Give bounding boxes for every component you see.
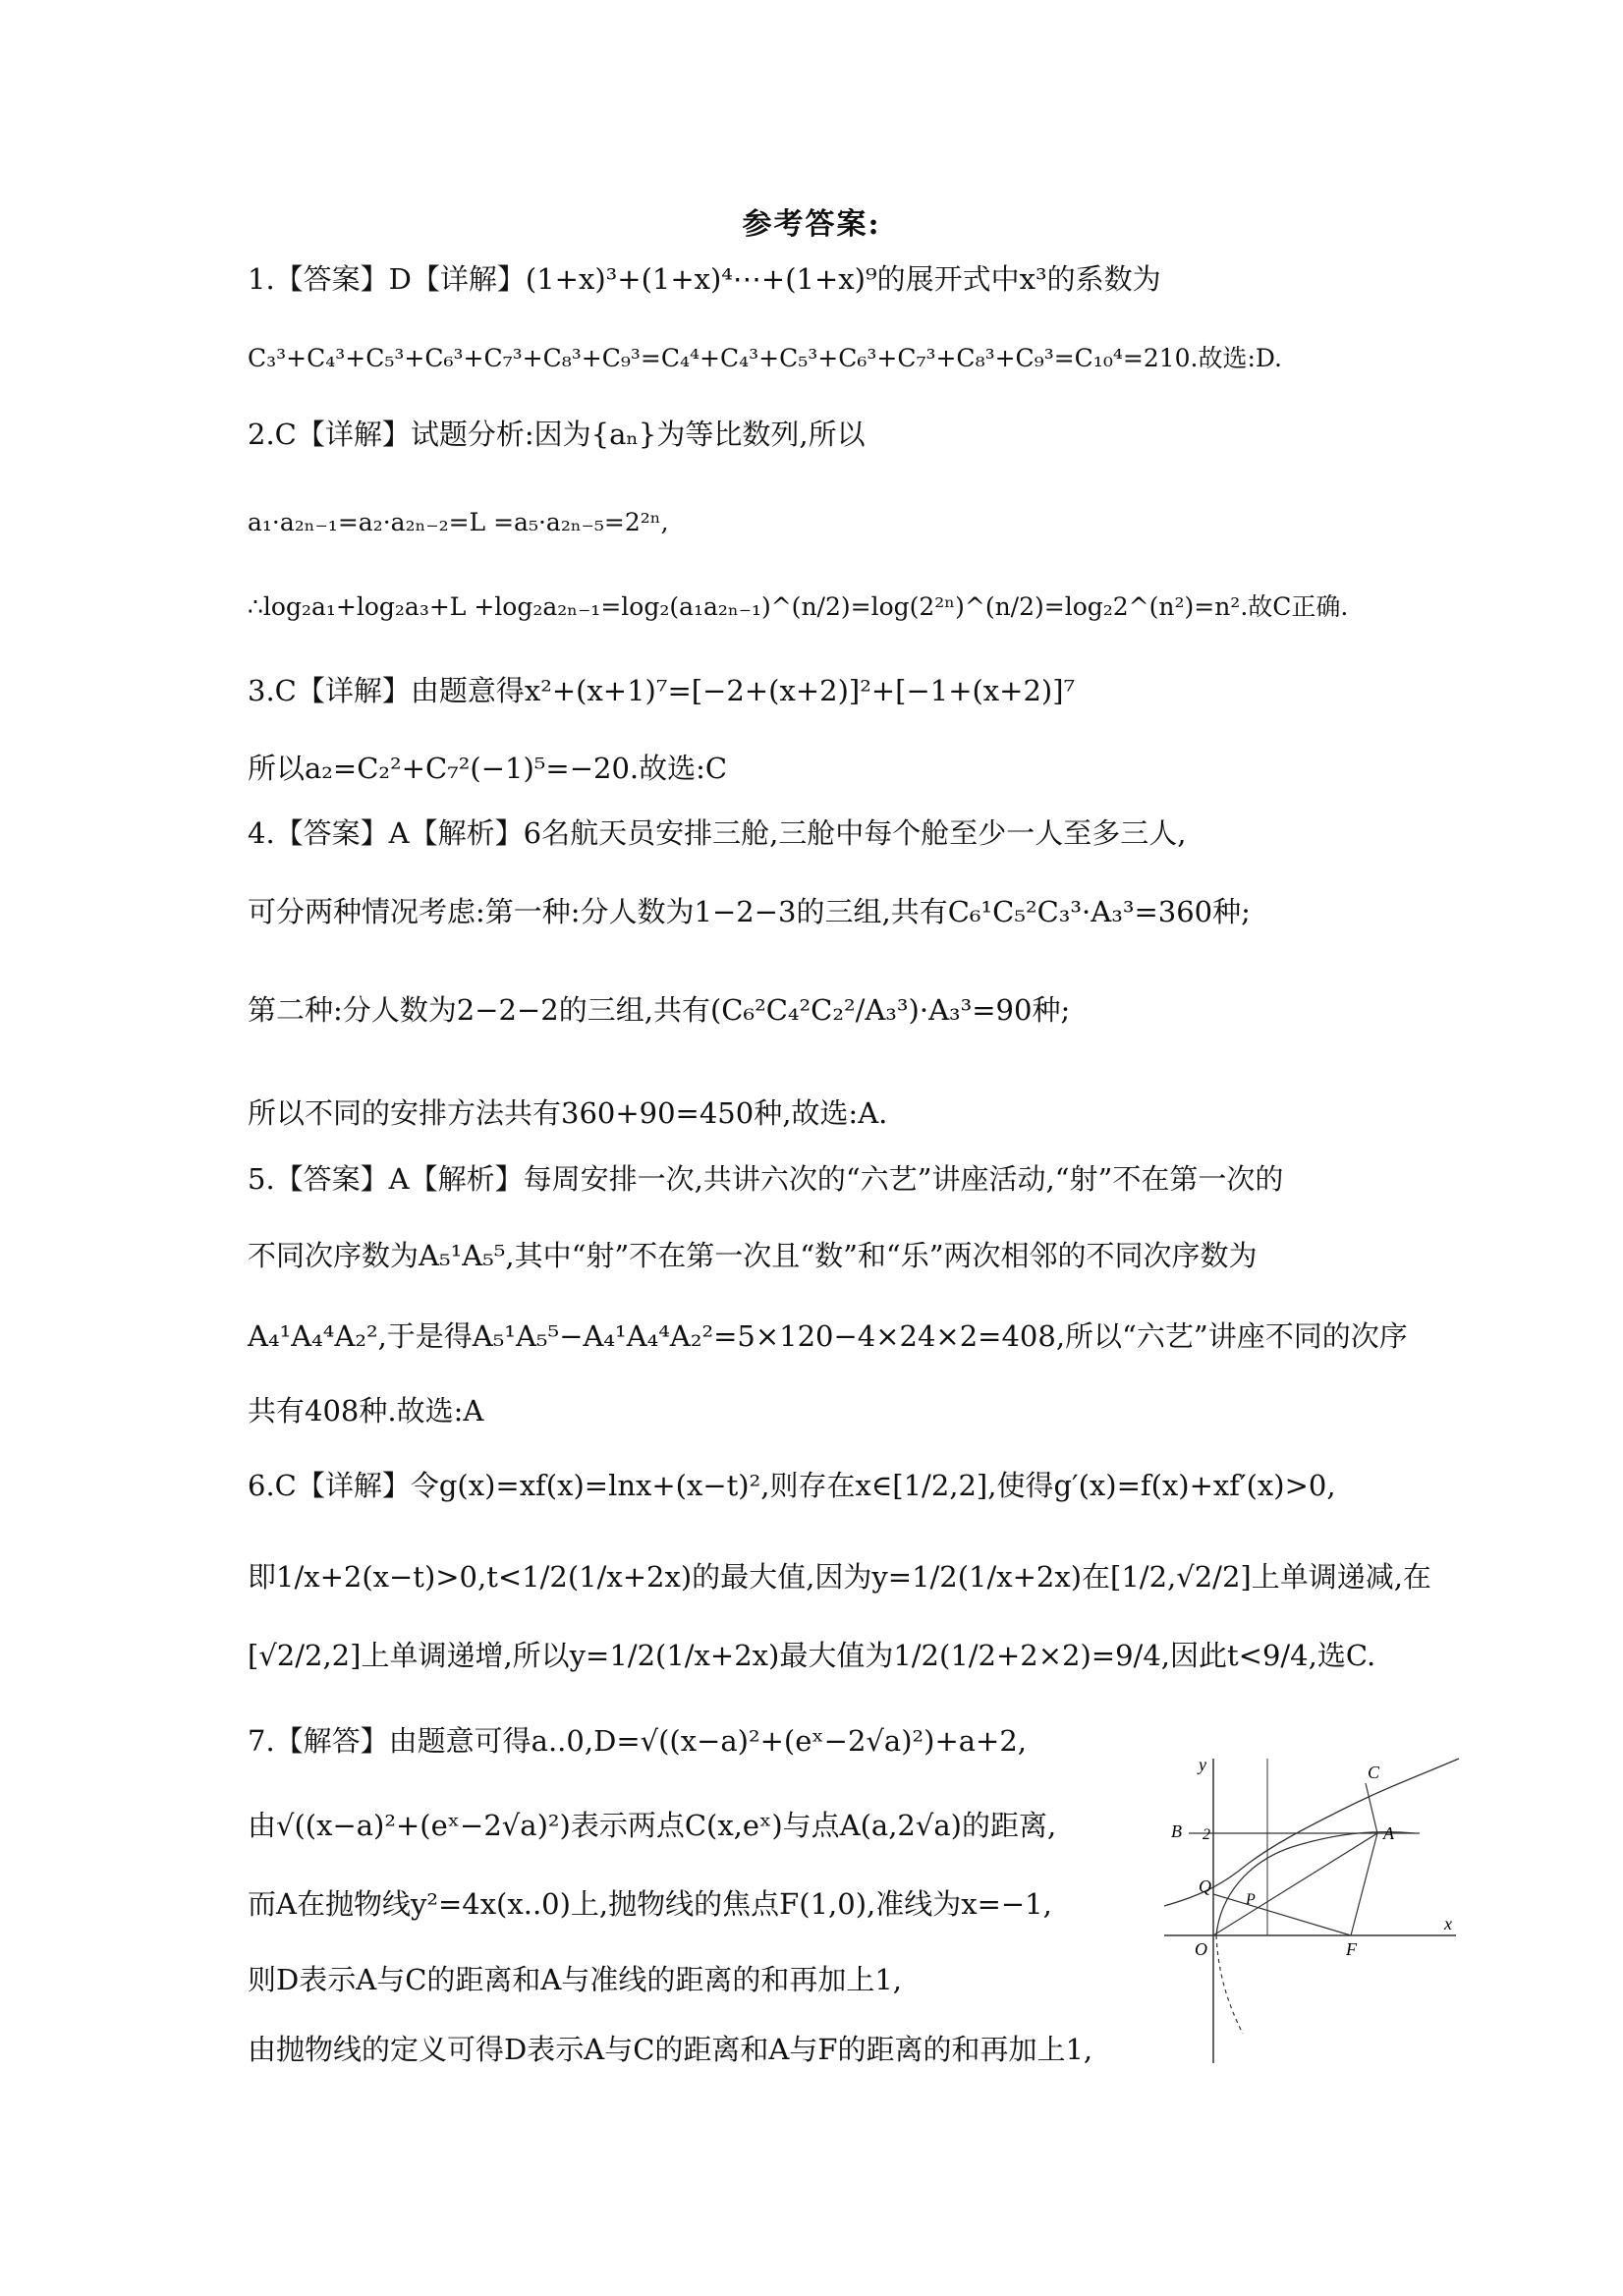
answer-4-result: 所以不同的安排方法共有360+90=450种,故选:A.	[248, 1096, 888, 1130]
answer-6-line-3: [√2/2,2]上单调递增,所以y=1/2(1/x+2x)最大值为1/2(1/2+2×2)=9/4,因此t<9/4,选C.	[248, 1639, 1376, 1672]
parabola-exponential-figure	[1159, 1739, 1464, 2073]
parabola-upper-branch	[1216, 1832, 1415, 1935]
answer-2-log-line: ∴log₂a₁+log₂a₃+L +log₂a₂ₙ₋₁=log₂(a₁a₂ₙ₋₁)^(n/2)=log(2²ⁿ)^(n/2)=log₂2^(n²)=n².故C正确.	[248, 592, 1349, 621]
answer-7-line-2: 由√((x−a)²+(eˣ−2√a)²)表示两点C(x,eˣ)与点A(a,2√a)的距离,	[248, 1809, 1057, 1842]
parabola-lower-branch	[1216, 1935, 1243, 2034]
answer-5-result: 共有408种.故选:A	[248, 1394, 484, 1428]
figure-svg	[1159, 1739, 1464, 2073]
label-x-axis: x	[1444, 1914, 1452, 1933]
answer-7-line-4: 则D表示A与C的距离和A与准线的距离的和再加上1,	[248, 1963, 902, 1996]
label-o: O	[1195, 1939, 1207, 1959]
label-a: A	[1383, 1823, 1394, 1843]
segment-qf	[1213, 1894, 1351, 1935]
label-y-axis: y	[1199, 1755, 1206, 1774]
label-f: F	[1346, 1939, 1357, 1959]
answer-4-line: 4.【答案】A【解析】6名航天员安排三舱,三舱中每个舱至少一人至多三人,	[248, 816, 1187, 850]
answer-1-formula: C₃³+C₄³+C₅³+C₆³+C₇³+C₈³+C₉³=C₄⁴+C₄³+C₅³+C₆³+C₇³+C₈³+C₉³=C₁₀⁴=210.故选:D.	[248, 344, 1283, 372]
segment-af	[1351, 1833, 1377, 1935]
answer-2-line: 2.C【详解】试题分析:因为{aₙ}为等比数列,所以	[248, 418, 866, 451]
label-two: 2	[1203, 1826, 1210, 1843]
answer-3-result: 所以a₂=C₂²+C₇²(−1)⁵=−20.故选:C	[248, 752, 728, 785]
page-title: 参考答案:	[742, 207, 881, 242]
answer-7-line-3: 而A在抛物线y²=4x(x..0)上,抛物线的焦点F(1,0),准线为x=−1,	[248, 1887, 1052, 1921]
segment-oa	[1213, 1833, 1377, 1935]
answer-4-case2: 第二种:分人数为2−2−2的三组,共有(C₆²C₄²C₂²/A₃³)·A₃³=90种;	[248, 993, 1071, 1027]
answer-1-line: 1.【答案】D【详解】(1+x)³+(1+x)⁴⋯+(1+x)⁹的展开式中x³的系数为	[248, 262, 1161, 296]
answer-7-line-5: 由抛物线的定义可得D表示A与C的距离和A与F的距离的和再加上1,	[248, 2033, 1093, 2066]
label-p: P	[1246, 1891, 1256, 1908]
answer-4-case1: 可分两种情况考虑:第一种:分人数为1−2−3的三组,共有C₆¹C₅²C₃³·A₃³=360种;	[248, 895, 1251, 928]
answer-2-formula: a₁·a₂ₙ₋₁=a₂·a₂ₙ₋₂=L =a₅·a₂ₙ₋₅=2²ⁿ,	[248, 508, 669, 536]
label-c: C	[1368, 1763, 1380, 1782]
answer-5-line-2: 不同次序数为A₅¹A₅⁵,其中“射”不在第一次且“数”和“乐”两次相邻的不同次序数为	[248, 1239, 1258, 1272]
answer-7-line: 7.【解答】由题意可得a..0,D=√((x−a)²+(eˣ−2√a)²)+a+2,	[248, 1724, 1027, 1758]
answer-6-line: 6.C【详解】令g(x)=xf(x)=lnx+(x−t)²,则存在x∈[1/2,2],使得g′(x)=f(x)+xf′(x)>0,	[248, 1469, 1336, 1502]
label-b: B	[1171, 1821, 1182, 1841]
answer-5-line-3: A₄¹A₄⁴A₂²,于是得A₅¹A₅⁵−A₄¹A₄⁴A₂²=5×120−4×24×2=408,所以“六艺”讲座不同的次序	[248, 1319, 1408, 1353]
segment-ac	[1366, 1783, 1377, 1833]
answer-3-line: 3.C【详解】由题意得x²+(x+1)⁷=[−2+(x+2)]²+[−1+(x+2)]⁷	[248, 674, 1076, 707]
label-q: Q	[1199, 1876, 1211, 1896]
answer-5-line: 5.【答案】A【解析】每周安排一次,共讲六次的“六艺”讲座活动,“射”不在第一次的	[248, 1162, 1284, 1196]
answer-6-line-2: 即1/x+2(x−t)>0,t<1/2(1/x+2x)的最大值,因为y=1/2(1/x+2x)在[1/2,√2/2]上单调递减,在	[248, 1560, 1431, 1594]
